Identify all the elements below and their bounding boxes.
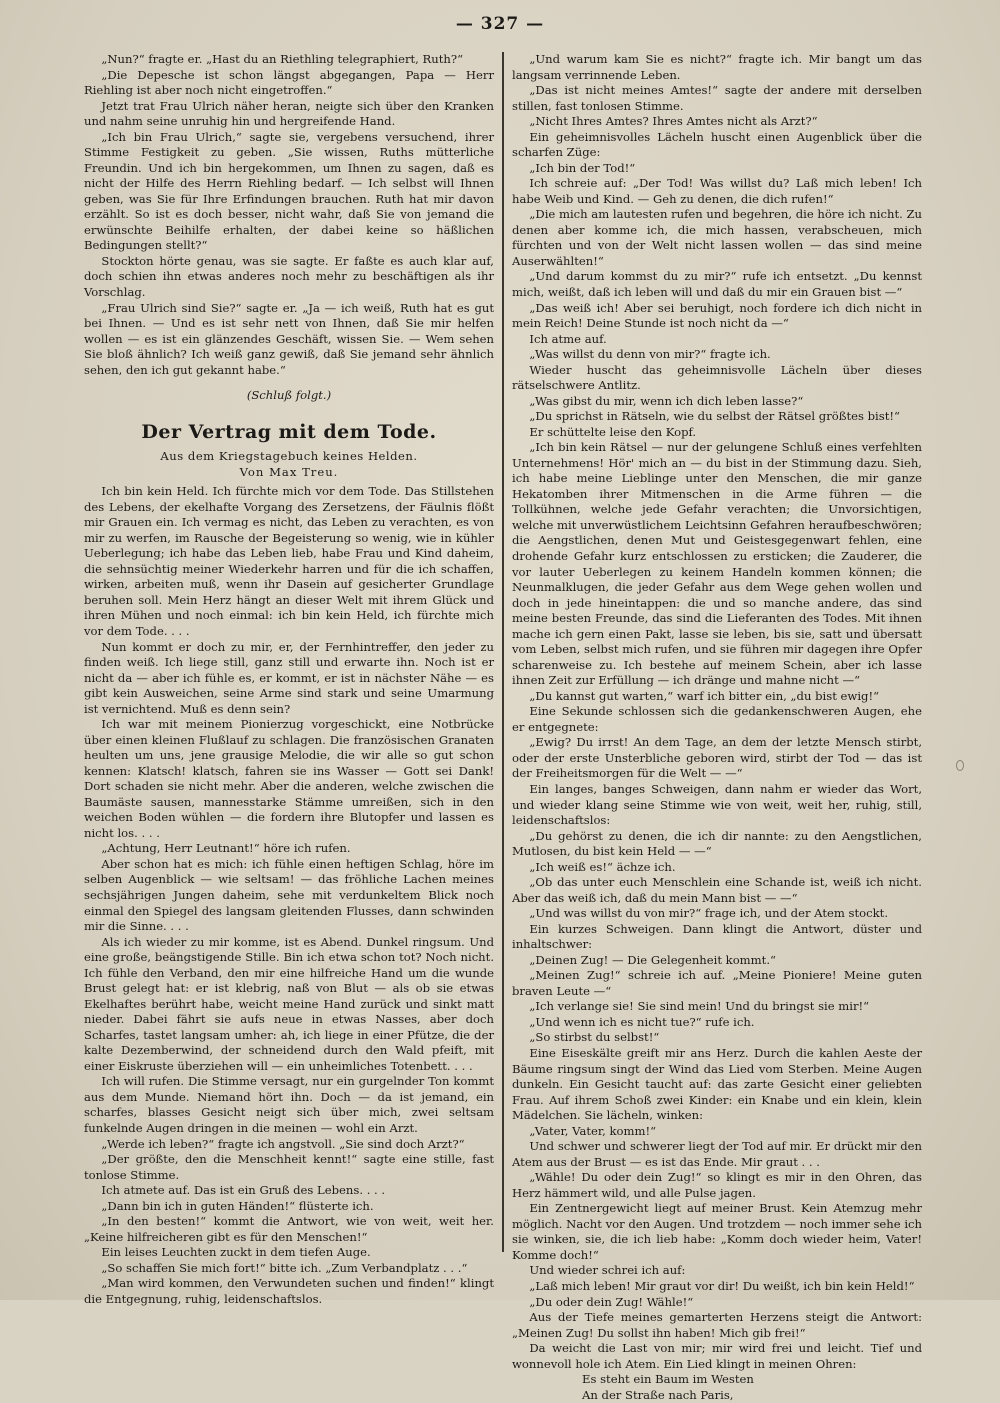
paragraph: Ein leises Leuchten zuckt in dem tiefen Auge. <box>101 1245 371 1260</box>
paragraph: Da weicht die Last von mir; mir wird frei und leicht. Tief und wonnevoll hole ich Atem. Ein Lied klingt in meinen Ohren: <box>512 1341 922 1371</box>
paragraph: „Ich bin Frau Ulrich,“ sagte sie, vergebens versuchend, ihrer Stimme Festigkeit zu geben. „Sie wissen, Ruths mütterliche Freundin. Und ich bin hergekommen, um Ihnen zu sagen, daß es nicht der Hilfe des Herrn Riehling bedarf. — Ich selbst will Ihnen geben, was Sie für Ihre Erfindungen brauchen. Ruth hat mir davon erzählt. So ist es doch besser, nicht wahr, daß Sie von jemand die erwünschte Beihilfe erhalten, der dabei keine so häßlichen Bedingungen stellt?“ <box>84 129 494 253</box>
paragraph: „Ich weiß es!“ ächze ich. <box>529 859 676 874</box>
paragraph: Ich schreie auf: „Der Tod! Was willst du? Laß mich leben! Ich habe Weib und Kind. — Geh zu denen, die dich rufen!“ <box>512 176 922 206</box>
paragraph: „Der größte, den die Menschheit kennt!“ sagte eine stille, fast tonlose Stimme. <box>84 1152 494 1182</box>
story-title: Der Vertrag mit dem Tode. <box>141 420 437 443</box>
paragraph: „Laß mich leben! Mir graut vor dir! Du weißt, ich bin kein Held!“ <box>529 1278 915 1293</box>
poem-line: Es steht ein Baum im Westen <box>582 1372 754 1387</box>
page-number: — 327 — <box>455 14 545 34</box>
paragraph: „Du oder dein Zug! Wähle!“ <box>529 1294 694 1309</box>
paragraph: „Und was willst du von mir?“ frage ich, und der Atem stockt. <box>529 906 889 921</box>
paragraph: „Ewig? Du irrst! An dem Tage, an dem der letzte Mensch stirbt, oder der erste Unsterbliche geboren wird, stirbt der Tod — das ist der Freiheitsmorgen für die Welt — —“ <box>512 735 922 781</box>
paragraph: „Was willst du denn von mir?“ fragte ich. <box>529 347 771 362</box>
paragraph: „In den besten!“ kommt die Antwort, wie von weit, weit her. „Keine hilfreicheren gibt es für den Menschen!“ <box>84 1214 494 1244</box>
paragraph: Und schwer und schwerer liegt der Tod auf mir. Er drückt mir den Atem aus der Brust — es ist das Ende. Mir graut . . . <box>512 1139 922 1169</box>
paragraph: „So stirbst du selbst!“ <box>529 1030 660 1045</box>
paragraph: „Und darum kommst du zu mir?“ rufe ich entsetzt. „Du kennst mich, weißt, daß ich leben will und daß du mir ein Grauen bist —“ <box>512 269 922 299</box>
paragraph: Ein langes, banges Schweigen, dann nahm er wieder das Wort, und wieder klang seine Stimme wie von weit, weit her, ruhig, still, leidenschaftslos: <box>512 781 922 828</box>
paragraph: „Werde ich leben?“ fragte ich angstvoll. „Sie sind doch Arzt?“ <box>101 1136 465 1151</box>
paragraph: Er schüttelte leise den Kopf. <box>529 424 697 439</box>
paragraph: Wieder huscht das geheimnisvolle Lächeln über dieses rätselschwere Antlitz. <box>512 362 922 393</box>
paragraph: „Wähle! Du oder dein Zug!“ so klingt es mir in den Ohren, das Herz hämmert wild, und alle Pulse jagen. <box>512 1170 922 1200</box>
paragraph: „Nun?“ fragte er. „Hast du an Riethling telegraphiert, Ruth?“ <box>101 52 464 66</box>
paragraph: „Achtung, Herr Leutnant!“ höre ich rufen. <box>101 841 351 856</box>
paragraph: „Man wird kommen, den Verwundeten suchen und finden!“ klingt die Entgegnung, ruhig, leidenschaftslos. <box>84 1276 494 1306</box>
paragraph: Eine Sekunde schlossen sich die gedankenschweren Augen, ehe er entgegnete: <box>512 704 922 734</box>
paragraph: Ich will rufen. Die Stimme versagt, nur ein gurgelnder Ton kommt aus dem Munde. Niemand hört ihn. Doch — da ist jemand, ein scharfes, blasses Gesicht neigt sich über mich, zwei seltsam funkelnde Augen dringen in die meinen — wohl ein Arzt. <box>84 1074 494 1135</box>
paragraph: „Meinen Zug!“ schreie ich auf. „Meine Pioniere! Meine guten braven Leute —“ <box>512 968 922 998</box>
previous-story-section <box>84 52 494 404</box>
poem-line: An der Straße nach Paris, <box>582 1387 734 1402</box>
paragraph: Ich atme auf. <box>529 331 607 346</box>
paragraph: „Du sprichst in Rätseln, wie du selbst der Rätsel größtes bist!“ <box>529 409 900 424</box>
paragraph: „Ich bin kein Rätsel — nur der gelungene Schluß eines verfehlten Unternehmens! Hör' mich an — du bist in der Stimmung dazu. Sieh, ich habe meine Lieblinge unter den Menschen, die mir ganze Hekatomben ihrer Mitmenschen in die Arme führen — die Tollkühnen, welche jede Gefahr verachten; die Unvorsichtigen, welche mit unverwüstlichem Leichtsinn Gefahren heraufbeschwören; die Aengstlichen, denen Mut und Geistesgegenwart fehlen, eine drohende Gefahr kurz entschlossen zu ersticken; die Zauderer, die vor lauter Ueberlegen zu keinem Handeln kommen können; die Neunmalklugen, die jeder Gefahr aus dem Wege gehen wollen und doch in jede hineintappen: die und so manche andere, das sind meine besten Freunde, das sind die Lieferanten des Todes. Mit ihnen mache ich gern einen Pakt, lasse sie leben, bis sie, satt und übersatt vom Leben, selbst mich rufen, und sie führen mir dagegen ihre Opfer scharenweise zu. Ich bestehe auf meinem Schein, aber ich lasse ihnen Zeit zur Erfüllung — ich dränge und mahne nicht —“ <box>512 440 922 688</box>
paragraph: „Ich verlange sie! Sie sind mein! Und du bringst sie mir!“ <box>529 999 870 1014</box>
paragraph: „Nicht Ihres Amtes? Ihres Amtes nicht als Arzt?“ <box>529 114 818 129</box>
paragraph: Eine Eiseskälte greift mir ans Herz. Durch die kahlen Aeste der Bäume ringsum singt der Wind das Lied vom Sterben. Meine Augen dunkeln. Ein Gesicht taucht auf: das zarte Gesicht einer geliebten Frau. Auf ihrem Schoß zwei Kinder: ein Knabe und ein klein, klein Mädelchen. Sie lächeln, winken: <box>512 1046 922 1123</box>
paragraph: Aber schon hat es mich: ich fühle einen heftigen Schlag, höre im selben Augenblick — wie seltsam! — das fröhliche Lachen meines sechsjährigen Jungen daheim, sehe mit verdunkeltem Blick noch einmal den Spiegel des langsam gleitenden Flusses, dann schwinden mir die Sinne. . . . <box>84 856 494 934</box>
right-column <box>512 52 922 1402</box>
left-column <box>84 52 494 1306</box>
story-section <box>84 420 494 1308</box>
paragraph: „Du kannst gut warten,“ warf ich bitter ein, „du bist ewig!“ <box>529 688 880 703</box>
paragraph: Und wieder schrei ich auf: <box>529 1263 686 1278</box>
paragraph: Ich atmete auf. Das ist ein Gruß des Lebens. . . . <box>101 1183 386 1198</box>
paragraph: „Vater, Vater, komm!“ <box>529 1123 657 1138</box>
paragraph: Ein Zentnergewicht liegt auf meiner Brust. Kein Atemzug mehr möglich. Nacht vor den Augen. Und trotzdem — noch immer sehe ich sie winken, sie, die ich lieb habe: „Komm doch wieder heim, Vater! Komme doch!“ <box>512 1201 922 1262</box>
paragraph: Ein geheimnisvolles Lächeln huscht einen Augenblick über die scharfen Züge: <box>512 129 922 160</box>
paragraph: Ich war mit meinem Pionierzug vorgeschickt, eine Notbrücke über einen kleinen Flußlauf zu schlagen. Die französischen Granaten heulten um uns, jene grausige Melodie, die wir alle so gut schon kennen: Klatsch! klatsch, fahren sie ins Wasser — Gott sei Dank! Dort schaden sie nicht mehr. Aber die anderen, welche zwischen die Baumäste sausen, mannesstarke Stämme umreißen, sich in den weichen Boden wühlen — die fordern ihre Blutopfer und lassen es nicht los. . . . <box>84 717 494 840</box>
paragraph: „Du gehörst zu denen, die ich dir nannte: zu den Aengstlichen, Mutlosen, du bist kein Held — —“ <box>512 828 922 859</box>
paragraph: „Ich bin der Tod!“ <box>529 160 636 175</box>
paragraph: „Das ist nicht meines Amtes!“ sagte der andere mit derselben stillen, fast tonlosen Stimme. <box>512 83 922 113</box>
story-subtitle: Aus dem Kriegstagebuch keines Helden. <box>160 449 418 464</box>
paragraph: „Frau Ulrich sind Sie?“ sagte er. „Ja — ich weiß, Ruth hat es gut bei Ihnen. — Und es ist sehr nett von Ihnen, daß Sie mir helfen wollen — es ist ein glänzendes Geschäft, wissen Sie. — Wem sehen Sie bloß ähnlich? Ich weiß ganz gewiß, daß Sie jemand sehr ähnlich sehen, den ich gut gekannt habe.“ <box>84 300 494 377</box>
story-byline: Von Max Treu. <box>239 464 339 479</box>
poem <box>512 1372 922 1403</box>
paragraph: Nun kommt er doch zu mir, er, der Fernhintreffer, den jeder zu finden weiß. Ich liege still, ganz still und erwarte ihn. Noch ist er nicht da — aber ich fühle es, er kommt, er ist in nächster Nähe — es gibt kein Ausweichen, seine Arme sind stark und seine Umarmung ist vernichtend. Muß es denn sein? <box>84 639 494 716</box>
paragraph: „Was gibst du mir, wenn ich dich leben lasse?“ <box>529 393 804 408</box>
column-divider <box>502 52 504 1252</box>
paragraph: Ich bin kein Held. Ich fürchte mich vor dem Tode. Das Stillstehen des Lebens, der ekelhafte Vorgang des Zersetzens, der Fäulnis flößt mir Grauen ein. Ich vermag es nicht, das Leben zu verachten, es von mir zu werfen, im Rausche der Begeisterung so wenig, wie in kühler Ueberlegung; ich habe das Leben lieb, habe Frau und Kind daheim, die sehnsüchtig meiner Wiederkehr harren und für die ich schaffen, wirken, arbeiten muß, wenn ihr Dasein auf gesicherter Grundlage beruhen soll. Mein Herz hängt an dieser Welt mit ihrem Glück und ihren Mühen und noch einmal: ich bin kein Held, ich fürchte mich vor dem Tode. . . . <box>84 484 494 638</box>
paper-blemish <box>956 760 964 771</box>
paragraph: Ein kurzes Schweigen. Dann klingt die Antwort, düster und inhaltschwer: <box>512 921 922 952</box>
paragraph: Aus der Tiefe meines gemarterten Herzens steigt die Antwort: „Meinen Zug! Du sollst ihn haben! Mich gib frei!“ <box>512 1310 922 1340</box>
paragraph: „Dann bin ich in guten Händen!“ flüsterte ich. <box>101 1198 374 1213</box>
paragraph: Jetzt trat Frau Ulrich näher heran, neigte sich über den Kranken und nahm seine unruhig hin und hergreifende Hand. <box>84 98 494 129</box>
paragraph: „Das weiß ich! Aber sei beruhigt, noch fordere ich dich nicht in mein Reich! Deine Stunde ist noch nicht da —“ <box>512 300 922 331</box>
paragraph: Stockton hörte genau, was sie sagte. Er faßte es auch klar auf, doch schien ihn etwas anderes noch mehr zu beschäftigen als ihr Vorschlag. <box>84 253 494 299</box>
paragraph: „Ob das unter euch Menschlein eine Schande ist, weiß ich nicht. Aber das weiß ich, daß du mein Mann bist — —“ <box>512 875 922 905</box>
paragraph: „Und warum kam Sie es nicht?“ fragte ich. Mir bangt um das langsam verrinnende Leben. <box>512 52 922 82</box>
paragraph: „Die mich am lautesten rufen und begehren, die höre ich nicht. Zu denen aber komme ich, die mich hassen, verabscheuen, mich fürchten und von der Welt nicht lassen wollen — das sind meine Auserwählten!“ <box>512 207 922 268</box>
paragraph: „Deinen Zug! — Die Gelegenheit kommt.“ <box>529 952 776 967</box>
paragraph: „Die Depesche ist schon längst abgegangen, Papa — Herr Riehling ist aber noch nicht eingetroffen.“ <box>84 67 494 98</box>
paragraph: „So schaffen Sie mich fort!“ bitte ich. „Zum Verbandplatz . . .“ <box>101 1260 468 1275</box>
paragraph: „Und wenn ich es nicht tue?“ rufe ich. <box>529 1014 755 1029</box>
paragraph: Als ich wieder zu mir komme, ist es Abend. Dunkel ringsum. Und eine große, beängstigende Stille. Bin ich etwa schon tot? Noch nicht. Ich fühle den Verband, den mir eine hilfreiche Hand um die wunde Brust gelegt hat: er ist klebrig, naß von Blut — als ob sie etwas Ekelhaftes berührt habe, weicht meine Hand zurück und sinkt matt nieder. Dabei fährt sie aufs neue in etwas Nasses, aber doch Scharfes, tastet langsam umher: ah, ich liege in einer Pfütze, die der kalte Dezemberwind, der schneidend durch den Wald pfeift, mit einer Eiskruste überziehen will — ein unheimliches Totenbett. . . . <box>84 934 494 1073</box>
continuation-note: (Schluß folgt.) <box>246 388 332 403</box>
